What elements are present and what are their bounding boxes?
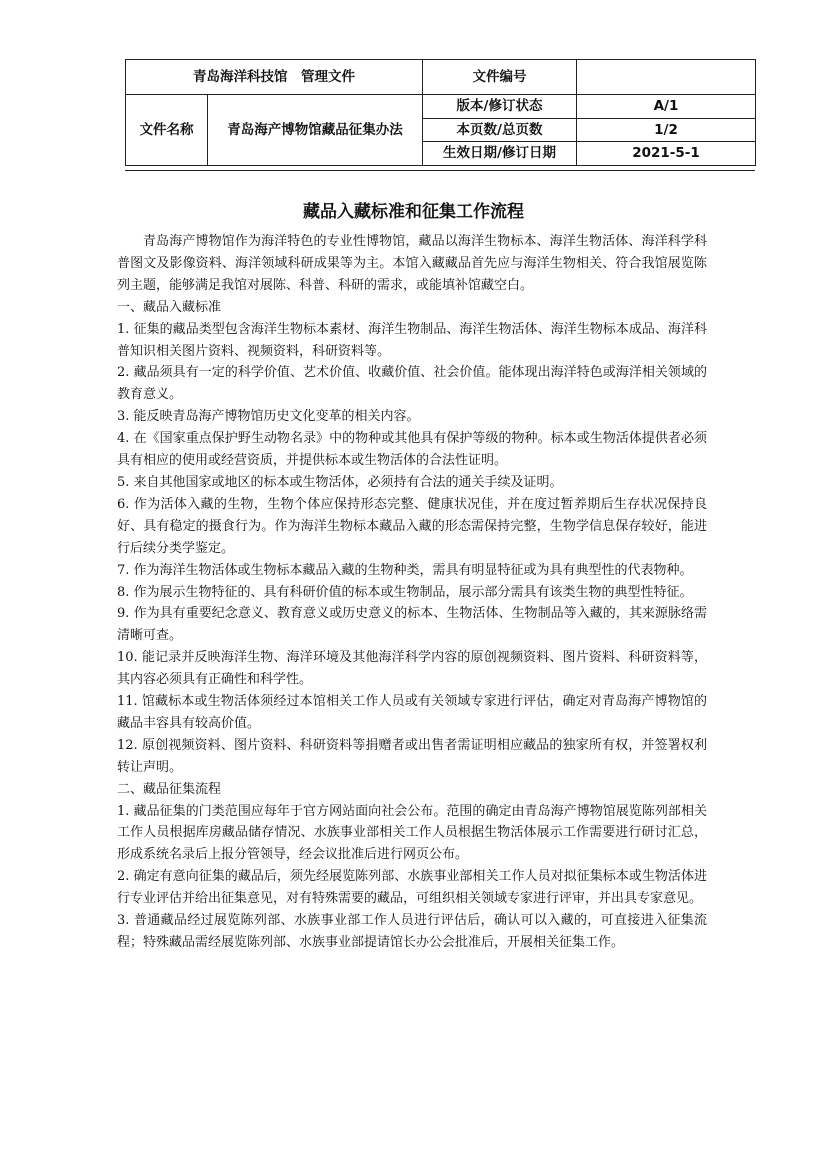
list-item: 4. 在《国家重点保护野生动物名录》中的物种或其他具有保护等级的物种。标本或生物活体提供者必须具有相应的使用或经营资质，并提供标本或生物活体的合法性证明。 — [117, 431, 707, 469]
list-item: 8. 作为展示生物特征的、具有科研价值的标本或生物制品，展示部分需具有该类生物的典型性特征。 — [117, 584, 693, 600]
pages-value: 1/2 — [577, 118, 756, 142]
list-item: 1. 藏品征集的门类范围应每年于官方网站面向社会公布。范围的确定由青岛海产博物馆展览陈列部相关工作人员根据库房藏品储存情况、水族事业部相关工作人员根据生物活体展示工作需要进行研讨汇总，形成系统名录后上报分管领导，经会议批准后进行网页公布。 — [117, 803, 707, 863]
org-cell: 青岛海洋科技馆 管理文件 — [126, 60, 423, 95]
document-body — [117, 231, 707, 954]
doc-name-label: 文件名称 — [126, 95, 208, 166]
section-heading: 一、藏品入藏标准 — [117, 299, 222, 315]
list-item: 6. 作为活体入藏的生物，生物个体应保持形态完整、健康状况佳，并在度过暂养期后生存状况保持良好、具有稳定的摄食行为。作为海洋生物标本藏品入藏的形态需保持完整，生物学信息保存较好，能进行后续分类学鉴定。 — [117, 496, 707, 556]
list-item: 10. 能记录并反映海洋生物、海洋环境及其他海洋科学内容的原创视频资料、图片资料、科研资料等，其内容必须具有正确性和科学性。 — [117, 650, 707, 688]
document-title: 藏品入藏标准和征集工作流程 — [303, 202, 524, 222]
doc-number-label: 文件编号 — [423, 60, 577, 95]
list-item: 5. 来自其他国家或地区的标本或生物活体，必须持有合法的通关手续及证明。 — [117, 474, 563, 490]
version-value: A/1 — [577, 95, 756, 119]
list-item: 9. 作为具有重要纪念意义、教育意义或历史意义的标本、生物活体、生物制品等入藏的，其来源脉络需清晰可查。 — [117, 606, 707, 644]
list-item: 11. 馆藏标本或生物活体须经过本馆相关工作人员或有关领域专家进行评估，确定对青岛海产博物馆的藏品丰容具有较高价值。 — [117, 694, 707, 731]
pages-label: 本页数/总页数 — [423, 118, 577, 142]
list-item: 3. 普通藏品经过展览陈列部、水族事业部工作人员进行评估后，确认可以入藏的，可直接进入征集流程；特殊藏品需经展览陈列部、水族事业部提请馆长办公会批准后，开展相关征集工作。 — [117, 913, 707, 950]
intro-paragraph: 青岛海产博物馆作为海洋特色的专业性博物馆，藏品以海洋生物标本、海洋生物活体、海洋科学科普图文及影像资料、海洋领域科研成果等为主。本馆入藏藏品首先应与海洋生物相关、符合我馆展览陈列主题，能够满足我馆对展陈、科普、科研的需求，或能填补馆藏空白。 — [117, 234, 707, 293]
document-header-table — [125, 59, 756, 166]
date-value: 2021-5-1 — [577, 142, 756, 166]
doc-number-value — [577, 60, 756, 95]
header-divider — [125, 170, 755, 171]
doc-name-value: 青岛海产博物馆藏品征集办法 — [208, 95, 423, 166]
list-item: 3. 能反映青岛海产博物馆历史文化变革的相关内容。 — [117, 409, 420, 425]
section-heading: 二、藏品征集流程 — [117, 781, 222, 797]
list-item: 12. 原创视频资料、图片资料、科研资料等捐赠者或出售者需证明相应藏品的独家所有权，并签署权利转让声明。 — [117, 737, 707, 775]
date-label: 生效日期/修订日期 — [423, 142, 577, 166]
list-item: 2. 确定有意向征集的藏品后，须先经展览陈列部、水族事业部相关工作人员对拟征集标本或生物活体进行专业评估并给出征集意见，对有特殊需要的藏品，可组织相关领域专家进行评审，并出具专家意见。 — [117, 869, 707, 907]
list-item: 1. 征集的藏品类型包含海洋生物标本素材、海洋生物制品、海洋生物活体、海洋生物标本成品、海洋科普知识相关图片资料、视频资料，科研资料等。 — [117, 321, 707, 359]
list-item: 7. 作为海洋生物活体或生物标本藏品入藏的生物种类，需具有明显特征或为具有典型性的代表物种。 — [117, 562, 693, 578]
version-label: 版本/修订状态 — [423, 95, 577, 119]
list-item: 2. 藏品须具有一定的科学价值、艺术价值、收藏价值、社会价值。能体现出海洋特色或海洋相关领域的教育意义。 — [117, 365, 707, 403]
